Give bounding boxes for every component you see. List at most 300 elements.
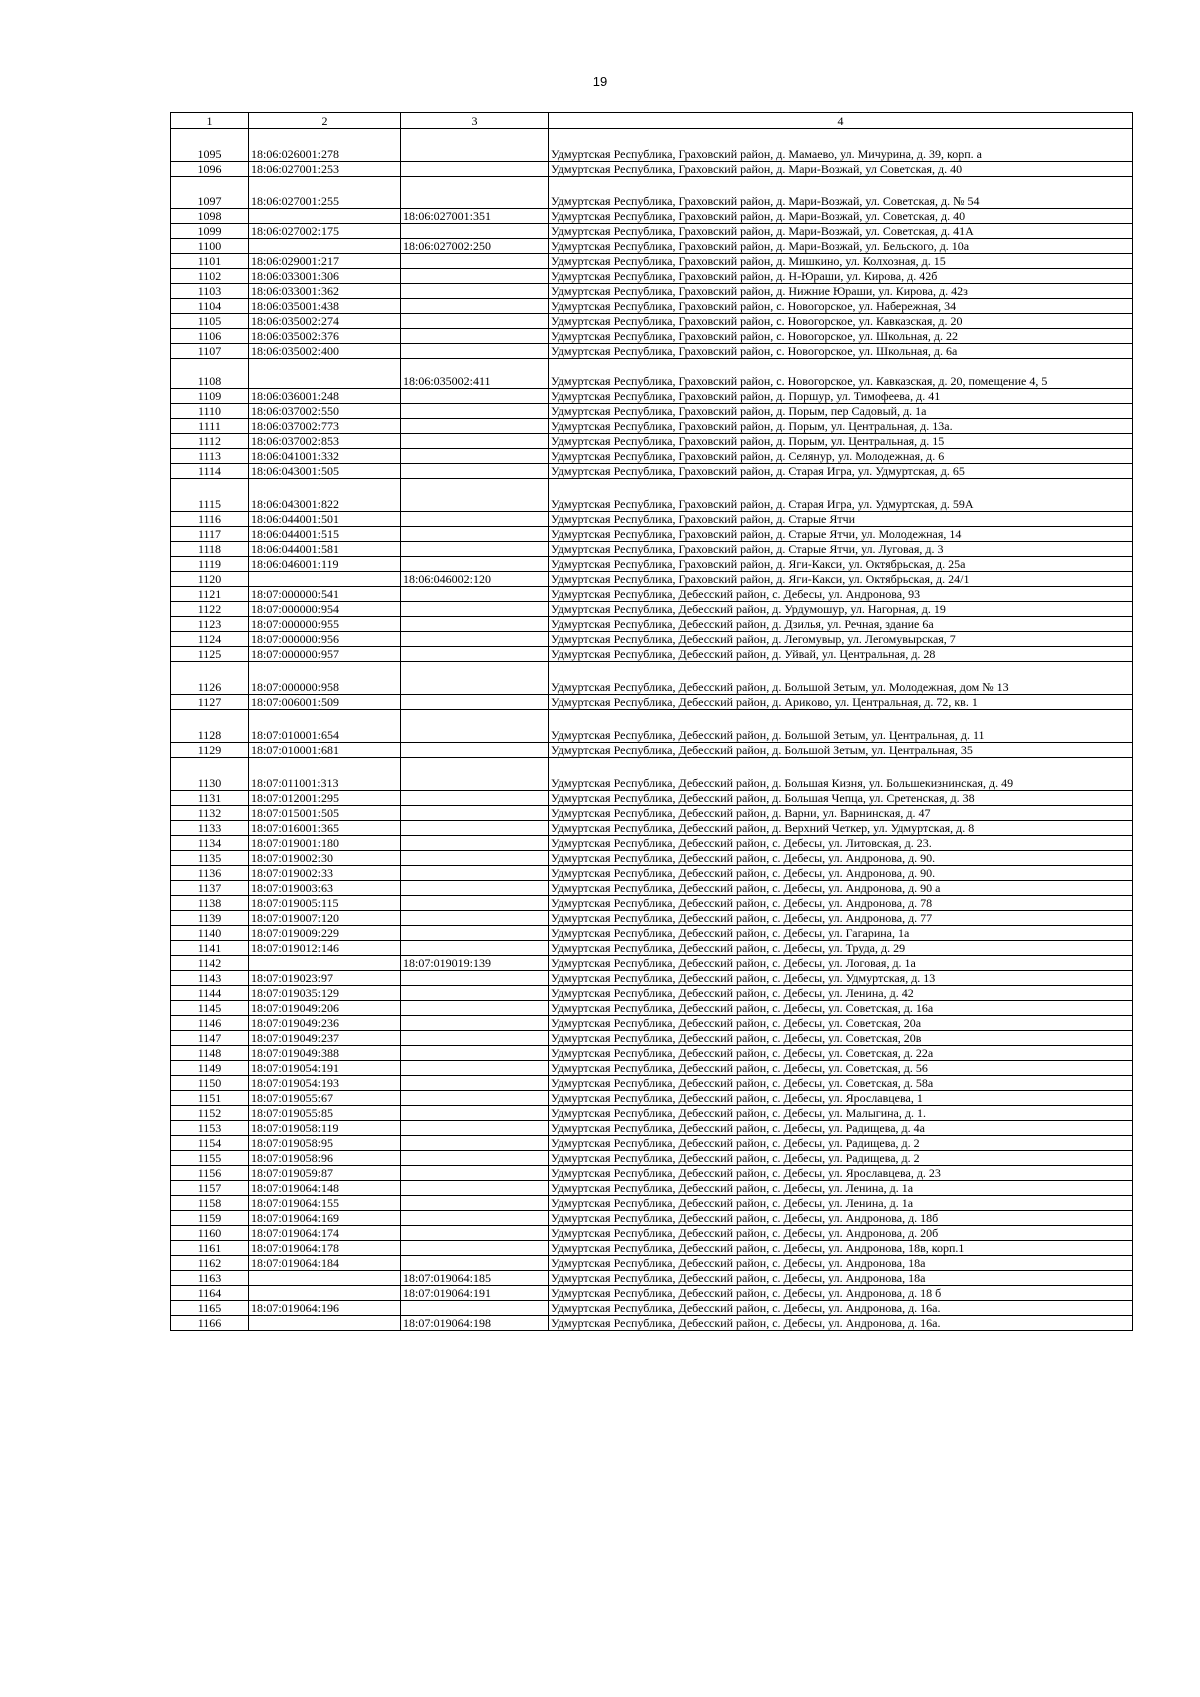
address-cell: Удмуртская Республика, Дебесский район, д. Большая Кизня, ул. Большекизнинская, д. 49: [549, 758, 1133, 791]
related-cadastral-number-cell: [401, 1301, 549, 1316]
address-cell: Удмуртская Республика, Дебесский район, с. Дебесы, ул. Ярославцева, 1: [549, 1091, 1133, 1106]
table-row: [171, 1301, 1133, 1316]
cadastral-number-cell: 18:07:012001:295: [249, 791, 401, 806]
cadastral-number-cell: 18:06:027002:175: [249, 224, 401, 239]
address-cell: Удмуртская Республика, Дебесский район, с. Дебесы, ул. Андронова, д. 16а.: [549, 1301, 1133, 1316]
table-row: [171, 224, 1133, 239]
row-number-cell: 1119: [171, 557, 249, 572]
table-row: [171, 209, 1133, 224]
address-cell: Удмуртская Республика, Дебесский район, д. Легомувыр, ул. Легомувырская, 7: [549, 632, 1133, 647]
row-number-cell: 1124: [171, 632, 249, 647]
row-number-cell: 1120: [171, 572, 249, 587]
row-number-cell: 1145: [171, 1001, 249, 1016]
table-row: [171, 329, 1133, 344]
table-row: [171, 956, 1133, 971]
cadastral-number-cell: [249, 956, 401, 971]
related-cadastral-number-cell: [401, 911, 549, 926]
related-cadastral-number-cell: [401, 557, 549, 572]
address-cell: Удмуртская Республика, Дебесский район, с. Дебесы, ул. Радищева, д. 2: [549, 1151, 1133, 1166]
address-cell: Удмуртская Республика, Дебесский район, с. Дебесы, ул. Андронова, д. 77: [549, 911, 1133, 926]
related-cadastral-number-cell: [401, 284, 549, 299]
cadastral-number-cell: 18:06:044001:581: [249, 542, 401, 557]
row-number-cell: 1115: [171, 479, 249, 512]
column-header-3: 3: [401, 113, 549, 129]
related-cadastral-number-cell: [401, 758, 549, 791]
table-row: [171, 419, 1133, 434]
table-row: [171, 1256, 1133, 1271]
cadastral-number-cell: 18:06:036001:248: [249, 389, 401, 404]
row-number-cell: 1116: [171, 512, 249, 527]
row-number-cell: 1118: [171, 542, 249, 557]
related-cadastral-number-cell: [401, 1226, 549, 1241]
related-cadastral-number-cell: [401, 1046, 549, 1061]
row-number-cell: 1152: [171, 1106, 249, 1121]
related-cadastral-number-cell: [401, 527, 549, 542]
address-cell: Удмуртская Республика, Граховский район, д. Нижние Юраши, ул. Кирова, д. 42з: [549, 284, 1133, 299]
address-cell: Удмуртская Республика, Граховский район, д. Старые Ятчи: [549, 512, 1133, 527]
table-row: [171, 587, 1133, 602]
page-number: 19: [592, 74, 608, 89]
row-number-cell: 1133: [171, 821, 249, 836]
related-cadastral-number-cell: [401, 806, 549, 821]
address-cell: Удмуртская Республика, Граховский район, д. Порым, ул. Центральная, д. 13а.: [549, 419, 1133, 434]
address-cell: Удмуртская Республика, Дебесский район, с. Дебесы, ул. Гагарина, 1а: [549, 926, 1133, 941]
cadastral-number-cell: 18:07:019035:129: [249, 986, 401, 1001]
row-number-cell: 1147: [171, 1031, 249, 1046]
address-cell: Удмуртская Республика, Дебесский район, с. Дебесы, ул. Логовая, д. 1а: [549, 956, 1133, 971]
cadastral-number-cell: 18:07:019064:148: [249, 1181, 401, 1196]
address-cell: Удмуртская Республика, Граховский район, д. Мари-Возжай, ул Советская, д. 40: [549, 162, 1133, 177]
cadastral-number-cell: 18:07:019064:155: [249, 1196, 401, 1211]
cadastral-number-cell: 18:07:019005:115: [249, 896, 401, 911]
address-cell: Удмуртская Республика, Граховский район, с. Новогорское, ул. Набережная, 34: [549, 299, 1133, 314]
table-row: [171, 710, 1133, 743]
cadastral-number-cell: 18:06:026001:278: [249, 129, 401, 162]
address-cell: Удмуртская Республика, Дебесский район, с. Дебесы, ул. Андронова, 18а: [549, 1256, 1133, 1271]
cadastral-number-cell: 18:07:019049:237: [249, 1031, 401, 1046]
table-row: [171, 647, 1133, 662]
related-cadastral-number-cell: [401, 632, 549, 647]
table-row: [171, 449, 1133, 464]
table-row: [171, 1106, 1133, 1121]
address-cell: Удмуртская Республика, Дебесский район, д. Большой Зетым, ул. Центральная, д. 11: [549, 710, 1133, 743]
table-row: [171, 299, 1133, 314]
table-row: [171, 1091, 1133, 1106]
address-cell: Удмуртская Республика, Граховский район, д. Селянур, ул. Молодежная, д. 6: [549, 449, 1133, 464]
related-cadastral-number-cell: [401, 821, 549, 836]
cadastral-number-cell: 18:06:029001:217: [249, 254, 401, 269]
cadastral-number-cell: 18:07:019058:95: [249, 1136, 401, 1151]
related-cadastral-number-cell: [401, 389, 549, 404]
table-row: [171, 177, 1133, 209]
cadastral-number-cell: 18:07:019064:178: [249, 1241, 401, 1256]
related-cadastral-number-cell: [401, 617, 549, 632]
cadastral-number-cell: 18:07:000000:957: [249, 647, 401, 662]
related-cadastral-number-cell: [401, 434, 549, 449]
row-number-cell: 1163: [171, 1271, 249, 1286]
row-number-cell: 1155: [171, 1151, 249, 1166]
related-cadastral-number-cell: [401, 1166, 549, 1181]
table-row: [171, 254, 1133, 269]
row-number-cell: 1125: [171, 647, 249, 662]
address-cell: Удмуртская Республика, Граховский район, с. Новогорское, ул. Кавказская, д. 20, помещение 4, 5: [549, 359, 1133, 389]
table-row: [171, 821, 1133, 836]
address-cell: Удмуртская Республика, Граховский район, д. Старая Игра, ул. Удмуртская, д. 59А: [549, 479, 1133, 512]
related-cadastral-number-cell: [401, 177, 549, 209]
row-number-cell: 1146: [171, 1016, 249, 1031]
related-cadastral-number-cell: [401, 314, 549, 329]
related-cadastral-number-cell: [401, 971, 549, 986]
table-row: [171, 557, 1133, 572]
row-number-cell: 1131: [171, 791, 249, 806]
cadastral-number-cell: 18:06:044001:515: [249, 527, 401, 542]
address-cell: Удмуртская Республика, Граховский район, д. Мамаево, ул. Мичурина, д. 39, корп. а: [549, 129, 1133, 162]
address-cell: Удмуртская Республика, Дебесский район, с. Дебесы, ул. Андронова, д. 18б: [549, 1211, 1133, 1226]
address-cell: Удмуртская Республика, Дебесский район, с. Дебесы, ул. Радищева, д. 2: [549, 1136, 1133, 1151]
address-cell: Удмуртская Республика, Граховский район, с. Новогорское, ул. Школьная, д. 22: [549, 329, 1133, 344]
related-cadastral-number-cell: [401, 479, 549, 512]
table-row: [171, 851, 1133, 866]
table-row: [171, 404, 1133, 419]
cadastral-number-cell: 18:07:019064:169: [249, 1211, 401, 1226]
table-row: [171, 1121, 1133, 1136]
cadastral-number-cell: [249, 1286, 401, 1301]
row-number-cell: 1136: [171, 866, 249, 881]
row-number-cell: 1164: [171, 1286, 249, 1301]
row-number-cell: 1103: [171, 284, 249, 299]
cadastral-number-cell: 18:06:035002:274: [249, 314, 401, 329]
cadastral-number-cell: [249, 1271, 401, 1286]
related-cadastral-number-cell: [401, 1091, 549, 1106]
address-cell: Удмуртская Республика, Граховский район, д. Порым, ул. Центральная, д. 15: [549, 434, 1133, 449]
row-number-cell: 1117: [171, 527, 249, 542]
row-number-cell: 1144: [171, 986, 249, 1001]
table-row: [171, 986, 1133, 1001]
address-cell: Удмуртская Республика, Граховский район, д. Мари-Возжай, ул. Советская, д. 41А: [549, 224, 1133, 239]
row-number-cell: 1135: [171, 851, 249, 866]
row-number-cell: 1096: [171, 162, 249, 177]
row-number-cell: 1151: [171, 1091, 249, 1106]
row-number-cell: 1126: [171, 662, 249, 695]
row-number-cell: 1141: [171, 941, 249, 956]
table-header-row: [171, 113, 1133, 129]
row-number-cell: 1123: [171, 617, 249, 632]
cadastral-number-cell: 18:06:037002:853: [249, 434, 401, 449]
address-cell: Удмуртская Республика, Дебесский район, с. Дебесы, ул. Труда, д. 29: [549, 941, 1133, 956]
row-number-cell: 1148: [171, 1046, 249, 1061]
row-number-cell: 1128: [171, 710, 249, 743]
related-cadastral-number-cell: [401, 647, 549, 662]
related-cadastral-number-cell: 18:06:027001:351: [401, 209, 549, 224]
cadastral-number-cell: 18:07:019007:120: [249, 911, 401, 926]
related-cadastral-number-cell: [401, 851, 549, 866]
address-cell: Удмуртская Республика, Дебесский район, с. Дебесы, ул. Андронова, д. 16а.: [549, 1316, 1133, 1331]
table-row: [171, 806, 1133, 821]
row-number-cell: 1154: [171, 1136, 249, 1151]
cadastral-number-cell: 18:07:010001:654: [249, 710, 401, 743]
address-cell: Удмуртская Республика, Дебесский район, д. Урдумошур, ул. Нагорная, д. 19: [549, 602, 1133, 617]
address-cell: Удмуртская Республика, Дебесский район, с. Дебесы, ул. Литовская, д. 23.: [549, 836, 1133, 851]
related-cadastral-number-cell: [401, 1016, 549, 1031]
table-row: [171, 1196, 1133, 1211]
address-cell: Удмуртская Республика, Граховский район, д. Мари-Возжай, ул. Советская, д. 40: [549, 209, 1133, 224]
address-cell: Удмуртская Республика, Дебесский район, с. Дебесы, ул. Андронова, 93: [549, 587, 1133, 602]
table-row: [171, 344, 1133, 359]
address-cell: Удмуртская Республика, Дебесский район, с. Дебесы, ул. Андронова, д. 90 а: [549, 881, 1133, 896]
cadastral-number-cell: 18:07:019023:97: [249, 971, 401, 986]
row-number-cell: 1111: [171, 419, 249, 434]
related-cadastral-number-cell: 18:07:019019:139: [401, 956, 549, 971]
cadastral-number-cell: 18:07:000000:956: [249, 632, 401, 647]
cadastral-number-cell: 18:07:019064:174: [249, 1226, 401, 1241]
table-row: [171, 758, 1133, 791]
related-cadastral-number-cell: [401, 881, 549, 896]
address-cell: Удмуртская Республика, Дебесский район, с. Дебесы, ул. Удмуртская, д. 13: [549, 971, 1133, 986]
table-row: [171, 1271, 1133, 1286]
cadastral-number-cell: 18:06:044001:501: [249, 512, 401, 527]
address-cell: Удмуртская Республика, Граховский район, с. Новогорское, ул. Кавказская, д. 20: [549, 314, 1133, 329]
column-header-4: 4: [549, 113, 1133, 129]
related-cadastral-number-cell: [401, 299, 549, 314]
address-cell: Удмуртская Республика, Граховский район, д. Мишкино, ул. Колхозная, д. 15: [549, 254, 1133, 269]
table-row: [171, 602, 1133, 617]
related-cadastral-number-cell: [401, 743, 549, 758]
row-number-cell: 1110: [171, 404, 249, 419]
row-number-cell: 1142: [171, 956, 249, 971]
cadastral-number-cell: 18:07:019001:180: [249, 836, 401, 851]
address-cell: Удмуртская Республика, Граховский район, д. Яги-Какси, ул. Октябрьская, д. 25а: [549, 557, 1133, 572]
cadastral-number-cell: 18:06:033001:362: [249, 284, 401, 299]
related-cadastral-number-cell: [401, 254, 549, 269]
cadastral-number-cell: 18:07:006001:509: [249, 695, 401, 710]
column-header-2: 2: [249, 113, 401, 129]
related-cadastral-number-cell: [401, 710, 549, 743]
row-number-cell: 1109: [171, 389, 249, 404]
row-number-cell: 1107: [171, 344, 249, 359]
address-cell: Удмуртская Республика, Граховский район, д. Порым, пер Садовый, д. 1а: [549, 404, 1133, 419]
row-number-cell: 1157: [171, 1181, 249, 1196]
table-row: [171, 1241, 1133, 1256]
address-cell: Удмуртская Республика, Дебесский район, с. Дебесы, ул. Ленина, д. 1а: [549, 1196, 1133, 1211]
table-row: [171, 836, 1133, 851]
related-cadastral-number-cell: [401, 1181, 549, 1196]
column-header-1: 1: [171, 113, 249, 129]
cadastral-number-cell: 18:06:037002:550: [249, 404, 401, 419]
related-cadastral-number-cell: [401, 1241, 549, 1256]
cadastral-number-cell: 18:07:000000:958: [249, 662, 401, 695]
row-number-cell: 1137: [171, 881, 249, 896]
table-row: [171, 1316, 1133, 1331]
cadastral-number-cell: [249, 359, 401, 389]
table-row: [171, 971, 1133, 986]
related-cadastral-number-cell: [401, 1151, 549, 1166]
related-cadastral-number-cell: [401, 1001, 549, 1016]
row-number-cell: 1134: [171, 836, 249, 851]
address-cell: Удмуртская Республика, Дебесский район, д. Варни, ул. Варнинская, д. 47: [549, 806, 1133, 821]
row-number-cell: 1113: [171, 449, 249, 464]
table-row: [171, 1076, 1133, 1091]
related-cadastral-number-cell: [401, 512, 549, 527]
row-number-cell: 1165: [171, 1301, 249, 1316]
address-cell: Удмуртская Республика, Граховский район, д. Н-Юраши, ул. Кирова, д. 42б: [549, 269, 1133, 284]
related-cadastral-number-cell: [401, 866, 549, 881]
table-row: [171, 464, 1133, 479]
cadastral-number-cell: 18:06:027001:253: [249, 162, 401, 177]
address-cell: Удмуртская Республика, Дебесский район, д. Верхний Четкер, ул. Удмуртская, д. 8: [549, 821, 1133, 836]
table-row: [171, 662, 1133, 695]
table-row: [171, 617, 1133, 632]
address-cell: Удмуртская Республика, Дебесский район, д. Дзилья, ул. Речная, здание 6а: [549, 617, 1133, 632]
row-number-cell: 1102: [171, 269, 249, 284]
table-row: [171, 743, 1133, 758]
related-cadastral-number-cell: 18:06:035002:411: [401, 359, 549, 389]
row-number-cell: 1161: [171, 1241, 249, 1256]
related-cadastral-number-cell: [401, 269, 549, 284]
address-cell: Удмуртская Республика, Дебесский район, с. Дебесы, ул. Андронова, д. 20б: [549, 1226, 1133, 1241]
cadastral-number-cell: 18:07:019055:67: [249, 1091, 401, 1106]
table-row: [171, 239, 1133, 254]
related-cadastral-number-cell: 18:07:019064:185: [401, 1271, 549, 1286]
cadastral-number-cell: 18:07:011001:313: [249, 758, 401, 791]
cadastral-number-cell: 18:06:027001:255: [249, 177, 401, 209]
table-row: [171, 941, 1133, 956]
related-cadastral-number-cell: 18:07:019064:191: [401, 1286, 549, 1301]
address-cell: Удмуртская Республика, Дебесский район, с. Дебесы, ул. Андронова, д. 78: [549, 896, 1133, 911]
row-number-cell: 1158: [171, 1196, 249, 1211]
row-number-cell: 1149: [171, 1061, 249, 1076]
cadastral-number-cell: 18:06:043001:505: [249, 464, 401, 479]
address-cell: Удмуртская Республика, Дебесский район, с. Дебесы, ул. Андронова, 18в, корп.1: [549, 1241, 1133, 1256]
row-number-cell: 1159: [171, 1211, 249, 1226]
address-cell: Удмуртская Республика, Дебесский район, с. Дебесы, ул. Ленина, д. 42: [549, 986, 1133, 1001]
related-cadastral-number-cell: [401, 791, 549, 806]
table-row: [171, 129, 1133, 162]
cadastral-number-cell: 18:07:019054:193: [249, 1076, 401, 1091]
cadastral-number-cell: 18:07:019002:30: [249, 851, 401, 866]
cadastral-number-cell: 18:07:019049:388: [249, 1046, 401, 1061]
address-cell: Удмуртская Республика, Дебесский район, с. Дебесы, ул. Ярославцева, д. 23: [549, 1166, 1133, 1181]
related-cadastral-number-cell: [401, 1061, 549, 1076]
row-number-cell: 1138: [171, 896, 249, 911]
cadastral-number-cell: 18:07:010001:681: [249, 743, 401, 758]
related-cadastral-number-cell: [401, 941, 549, 956]
address-cell: Удмуртская Республика, Дебесский район, д. Большой Зетым, ул. Центральная, 35: [549, 743, 1133, 758]
cadastral-number-cell: 18:06:043001:822: [249, 479, 401, 512]
related-cadastral-number-cell: [401, 162, 549, 177]
related-cadastral-number-cell: [401, 1256, 549, 1271]
row-number-cell: 1101: [171, 254, 249, 269]
table-row: [171, 1166, 1133, 1181]
related-cadastral-number-cell: [401, 419, 549, 434]
row-number-cell: 1129: [171, 743, 249, 758]
cadastral-number-cell: 18:07:015001:505: [249, 806, 401, 821]
related-cadastral-number-cell: [401, 1106, 549, 1121]
cadastral-number-cell: 18:07:016001:365: [249, 821, 401, 836]
row-number-cell: 1127: [171, 695, 249, 710]
cadastral-number-cell: 18:07:019058:119: [249, 1121, 401, 1136]
row-number-cell: 1114: [171, 464, 249, 479]
cadastral-number-cell: [249, 209, 401, 224]
related-cadastral-number-cell: 18:06:046002:120: [401, 572, 549, 587]
related-cadastral-number-cell: [401, 449, 549, 464]
row-number-cell: 1099: [171, 224, 249, 239]
address-cell: Удмуртская Республика, Граховский район, д. Старая Игра, ул. Удмуртская, д. 65: [549, 464, 1133, 479]
table-body: [171, 129, 1133, 1331]
table-row: [171, 1211, 1133, 1226]
cadastral-number-cell: 18:07:019012:146: [249, 941, 401, 956]
row-number-cell: 1105: [171, 314, 249, 329]
related-cadastral-number-cell: [401, 1196, 549, 1211]
related-cadastral-number-cell: [401, 542, 549, 557]
cadastral-number-cell: [249, 239, 401, 254]
row-number-cell: 1112: [171, 434, 249, 449]
row-number-cell: 1108: [171, 359, 249, 389]
row-number-cell: 1100: [171, 239, 249, 254]
address-cell: Удмуртская Республика, Граховский район, д. Поршур, ул. Тимофеева, д. 41: [549, 389, 1133, 404]
table-row: [171, 926, 1133, 941]
table-row: [171, 881, 1133, 896]
address-cell: Удмуртская Республика, Дебесский район, с. Дебесы, ул. Советская, 20в: [549, 1031, 1133, 1046]
row-number-cell: 1153: [171, 1121, 249, 1136]
cadastral-number-cell: 18:06:035002:376: [249, 329, 401, 344]
row-number-cell: 1140: [171, 926, 249, 941]
row-number-cell: 1143: [171, 971, 249, 986]
cadastral-number-cell: 18:07:019049:236: [249, 1016, 401, 1031]
related-cadastral-number-cell: [401, 1211, 549, 1226]
address-cell: Удмуртская Республика, Дебесский район, с. Дебесы, ул. Советская, д. 58а: [549, 1076, 1133, 1091]
table-row: [171, 434, 1133, 449]
cadastral-number-cell: 18:07:019003:63: [249, 881, 401, 896]
address-cell: Удмуртская Республика, Дебесский район, с. Дебесы, ул. Советская, д. 16а: [549, 1001, 1133, 1016]
related-cadastral-number-cell: [401, 926, 549, 941]
address-cell: Удмуртская Республика, Дебесский район, с. Дебесы, ул. Андронова, д. 90.: [549, 866, 1133, 881]
row-number-cell: 1130: [171, 758, 249, 791]
table-row: [171, 632, 1133, 647]
row-number-cell: 1132: [171, 806, 249, 821]
table-row: [171, 1181, 1133, 1196]
table-row: [171, 284, 1133, 299]
row-number-cell: 1104: [171, 299, 249, 314]
table-row: [171, 1061, 1133, 1076]
address-cell: Удмуртская Республика, Дебесский район, с. Дебесы, ул. Андронова, д. 90.: [549, 851, 1133, 866]
table-row: [171, 162, 1133, 177]
table-row: [171, 527, 1133, 542]
row-number-cell: 1166: [171, 1316, 249, 1331]
address-cell: Удмуртская Республика, Дебесский район, д. Большая Чепца, ул. Сретенская, д. 38: [549, 791, 1133, 806]
address-cell: Удмуртская Республика, Дебесский район, д. Арикoво, ул. Центральная, д. 72, кв. 1: [549, 695, 1133, 710]
table-row: [171, 314, 1133, 329]
cadastral-number-cell: 18:07:019002:33: [249, 866, 401, 881]
row-number-cell: 1106: [171, 329, 249, 344]
table-row: [171, 512, 1133, 527]
cadastral-number-cell: 18:07:019054:191: [249, 1061, 401, 1076]
table-row: [171, 542, 1133, 557]
related-cadastral-number-cell: [401, 329, 549, 344]
row-number-cell: 1139: [171, 911, 249, 926]
table-row: [171, 572, 1133, 587]
cadastral-number-cell: 18:07:019059:87: [249, 1166, 401, 1181]
related-cadastral-number-cell: 18:06:027002:250: [401, 239, 549, 254]
address-cell: Удмуртская Республика, Граховский район, д. Яги-Какси, ул. Октябрьская, д. 24/1: [549, 572, 1133, 587]
cadastral-number-cell: 18:07:019049:206: [249, 1001, 401, 1016]
related-cadastral-number-cell: [401, 1136, 549, 1151]
table-row: [171, 359, 1133, 389]
address-cell: Удмуртская Республика, Дебесский район, с. Дебесы, ул. Андронова, 18а: [549, 1271, 1133, 1286]
cadastral-number-cell: 18:06:035001:438: [249, 299, 401, 314]
address-cell: Удмуртская Республика, Дебесский район, с. Дебесы, ул. Радищева, д. 4а: [549, 1121, 1133, 1136]
table-row: [171, 866, 1133, 881]
cadastral-number-cell: 18:07:019055:85: [249, 1106, 401, 1121]
